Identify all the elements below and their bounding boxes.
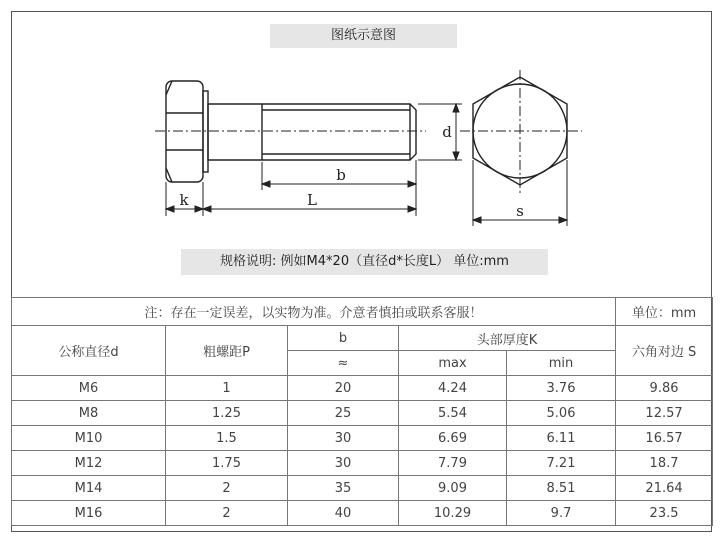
cell-hex-width: 18.7: [616, 451, 713, 476]
header-diameter: 公称直径d: [12, 326, 166, 376]
header-k-min: min: [507, 351, 616, 376]
cell-k-max: 6.69: [399, 426, 507, 451]
cell-diameter: M16: [12, 501, 166, 526]
drawing-title: 图纸示意图: [270, 24, 457, 48]
cell-k-max: 9.09: [399, 476, 507, 501]
cell-pitch: 2: [166, 501, 288, 526]
spec-table: [11, 297, 713, 526]
cell-b: 40: [288, 501, 399, 526]
cell-k-max: 5.54: [399, 401, 507, 426]
cell-k-max: 7.79: [399, 451, 507, 476]
cell-pitch: 1.25: [166, 401, 288, 426]
cell-k-min: 8.51: [507, 476, 616, 501]
dim-label-b: b: [336, 166, 346, 184]
table-note: 注：存在一定误差，以实物为准。介意者慎拍或联系客服！: [12, 298, 616, 326]
header-b: b: [288, 326, 399, 351]
table-row: [12, 501, 713, 526]
cell-k-max: 10.29: [399, 501, 507, 526]
dim-label-s: s: [516, 202, 524, 220]
cell-k-min: 3.76: [507, 376, 616, 401]
cell-pitch: 1: [166, 376, 288, 401]
table-row: [12, 401, 713, 426]
table-unit: 单位：mm: [616, 298, 713, 326]
cell-diameter: M14: [12, 476, 166, 501]
header-head-thickness: 头部厚度K: [399, 326, 616, 351]
cell-diameter: M8: [12, 401, 166, 426]
cell-pitch: 1.5: [166, 426, 288, 451]
cell-k-min: 7.21: [507, 451, 616, 476]
table-row: [12, 376, 713, 401]
cell-hex-width: 12.57: [616, 401, 713, 426]
cell-k-min: 5.06: [507, 401, 616, 426]
cell-hex-width: 16.57: [616, 426, 713, 451]
header-b-approx: ≈: [288, 351, 399, 376]
cell-k-min: 9.7: [507, 501, 616, 526]
header-k-max: max: [399, 351, 507, 376]
cell-pitch: 1.75: [166, 451, 288, 476]
cell-b: 35: [288, 476, 399, 501]
cell-pitch: 2: [166, 476, 288, 501]
cell-hex-width: 9.86: [616, 376, 713, 401]
cell-diameter: M10: [12, 426, 166, 451]
spec-description: 规格说明: 例如M4*20（直径d*长度L） 单位:mm: [181, 249, 548, 275]
cell-b: 25: [288, 401, 399, 426]
dim-label-k: k: [179, 191, 189, 209]
cell-diameter: M12: [12, 451, 166, 476]
cell-k-min: 6.11: [507, 426, 616, 451]
bolt-shank: [208, 104, 416, 160]
cell-b: 20: [288, 376, 399, 401]
cell-diameter: M6: [12, 376, 166, 401]
header-hex-width: 六角对边 S: [616, 326, 713, 376]
cell-b: 30: [288, 451, 399, 476]
dim-label-d: d: [442, 123, 452, 141]
table-row: [12, 426, 713, 451]
table-row: [12, 476, 713, 501]
table-body: [12, 376, 713, 526]
table-row: [12, 451, 713, 476]
cell-b: 30: [288, 426, 399, 451]
cell-k-max: 4.24: [399, 376, 507, 401]
dim-label-L: L: [307, 191, 317, 209]
cell-hex-width: 21.64: [616, 476, 713, 501]
cell-hex-width: 23.5: [616, 501, 713, 526]
header-pitch: 粗螺距P: [166, 326, 288, 376]
